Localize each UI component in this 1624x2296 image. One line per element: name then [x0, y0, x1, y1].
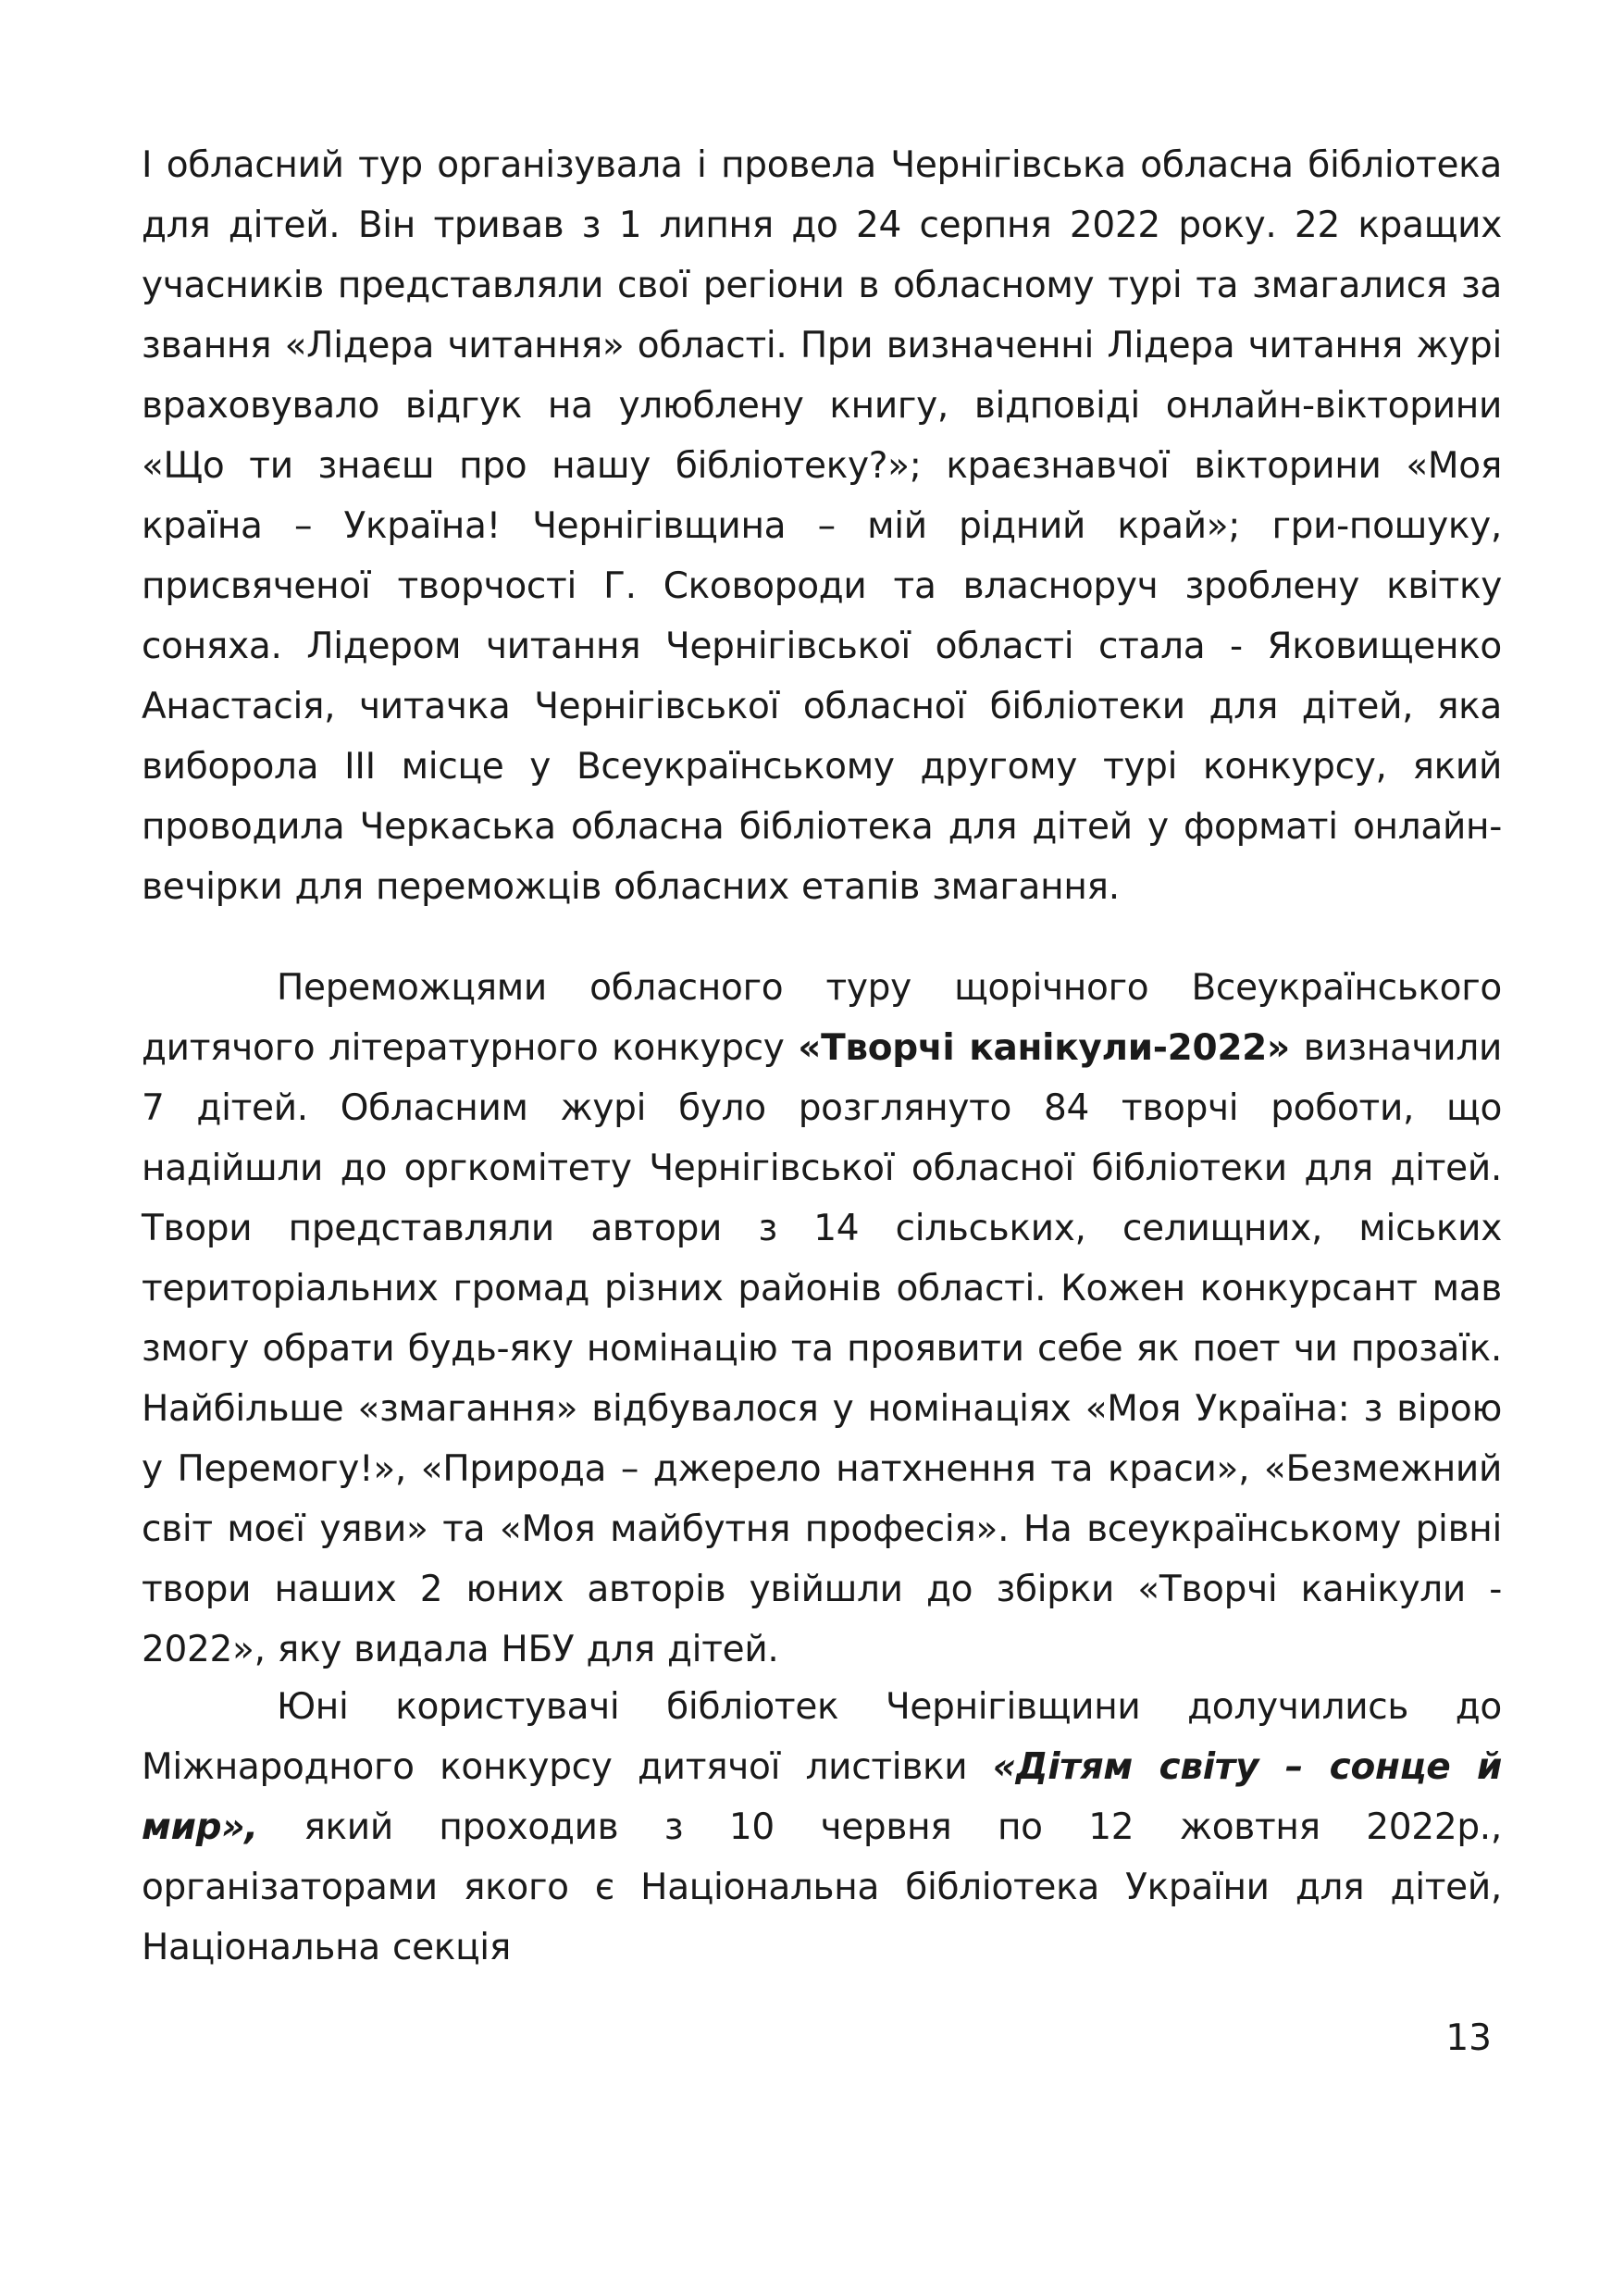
paragraph-text: який проходив з 10 червня по 12 жовтня 2022р., організаторами якого є Національна бібліотека України для дітей, Національна секція [142, 1806, 1502, 1968]
paragraph-creative-holidays [142, 958, 1502, 1680]
paragraph-reading-leader [142, 135, 1502, 917]
paragraph-postcard-contest [142, 1677, 1502, 1978]
page-number: 13 [1445, 2017, 1492, 2059]
paragraph-text: І обласний тур організувала і провела Чернігівська обласна бібліотека для дітей. Він тривав з 1 липня до 24 серпня 2022 року. 22 кращих учасників представляли свої регіони в обласному турі та змагалися за звання «Лідера читання» області. При визначенні Лідера читання журі враховувало відгук на улюблену книгу, відповіді онлайн-вікторини «Що ти знаєш про нашу бібліотеку?»; краєзнавчої вікторини «Моя країна – Україна! Чернігівщина – мій рідний край»; гри-пошуку, присвяченої творчості Г. Сковороди та власноруч зроблену квітку соняха. Лідером читання Чернігівської області стала - Яковищенко Анастасія, читачка Чернігівської обласної бібліотеки для дітей, яка виборола ІІІ місце у Всеукраїнському другому турі конкурсу, який проводила Черкаська обласна бібліотека для дітей у форматі онлайн-вечірки для переможців обласних етапів змагання. [142, 144, 1502, 908]
paragraph-text: Юні користувачі бібліотек Чернігівщини долучились до Міжнародного конкурсу дитячої листівки [142, 1686, 1502, 1788]
contest-title-bold: «Творчі канікули-2022» [798, 1027, 1290, 1069]
paragraph-text: визначили 7 дітей. Обласним журі було розглянуто 84 творчі роботи, що надійшли до оргкомітету Чернігівської обласної бібліотеки для дітей. Твори представляли автори з 14 сільських, селищних, міських територіальних громад різних районів області. Кожен конкурсант мав змогу обрати будь-яку номінацію та проявити себе як поет чи прозаїк. Найбільше «змагання» відбувалося у номінаціях «Моя Україна: з вірою у Перемогу!», «Природа – джерело натхнення та краси», «Безмежний світ моєї уяви» та «Моя майбутня професія». На всеукраїнському рівні твори наших 2 юних авторів увійшли до збірки «Творчі канікули - 2022», яку видала НБУ для дітей. [142, 1027, 1503, 1670]
paragraph-text: Переможцями обласного туру щорічного Всеукраїнського дитячого літературного конкурсу [142, 967, 1502, 1069]
contest-title-bold-italic: «Дітям світу – сонце й мир», [142, 1746, 1502, 1848]
